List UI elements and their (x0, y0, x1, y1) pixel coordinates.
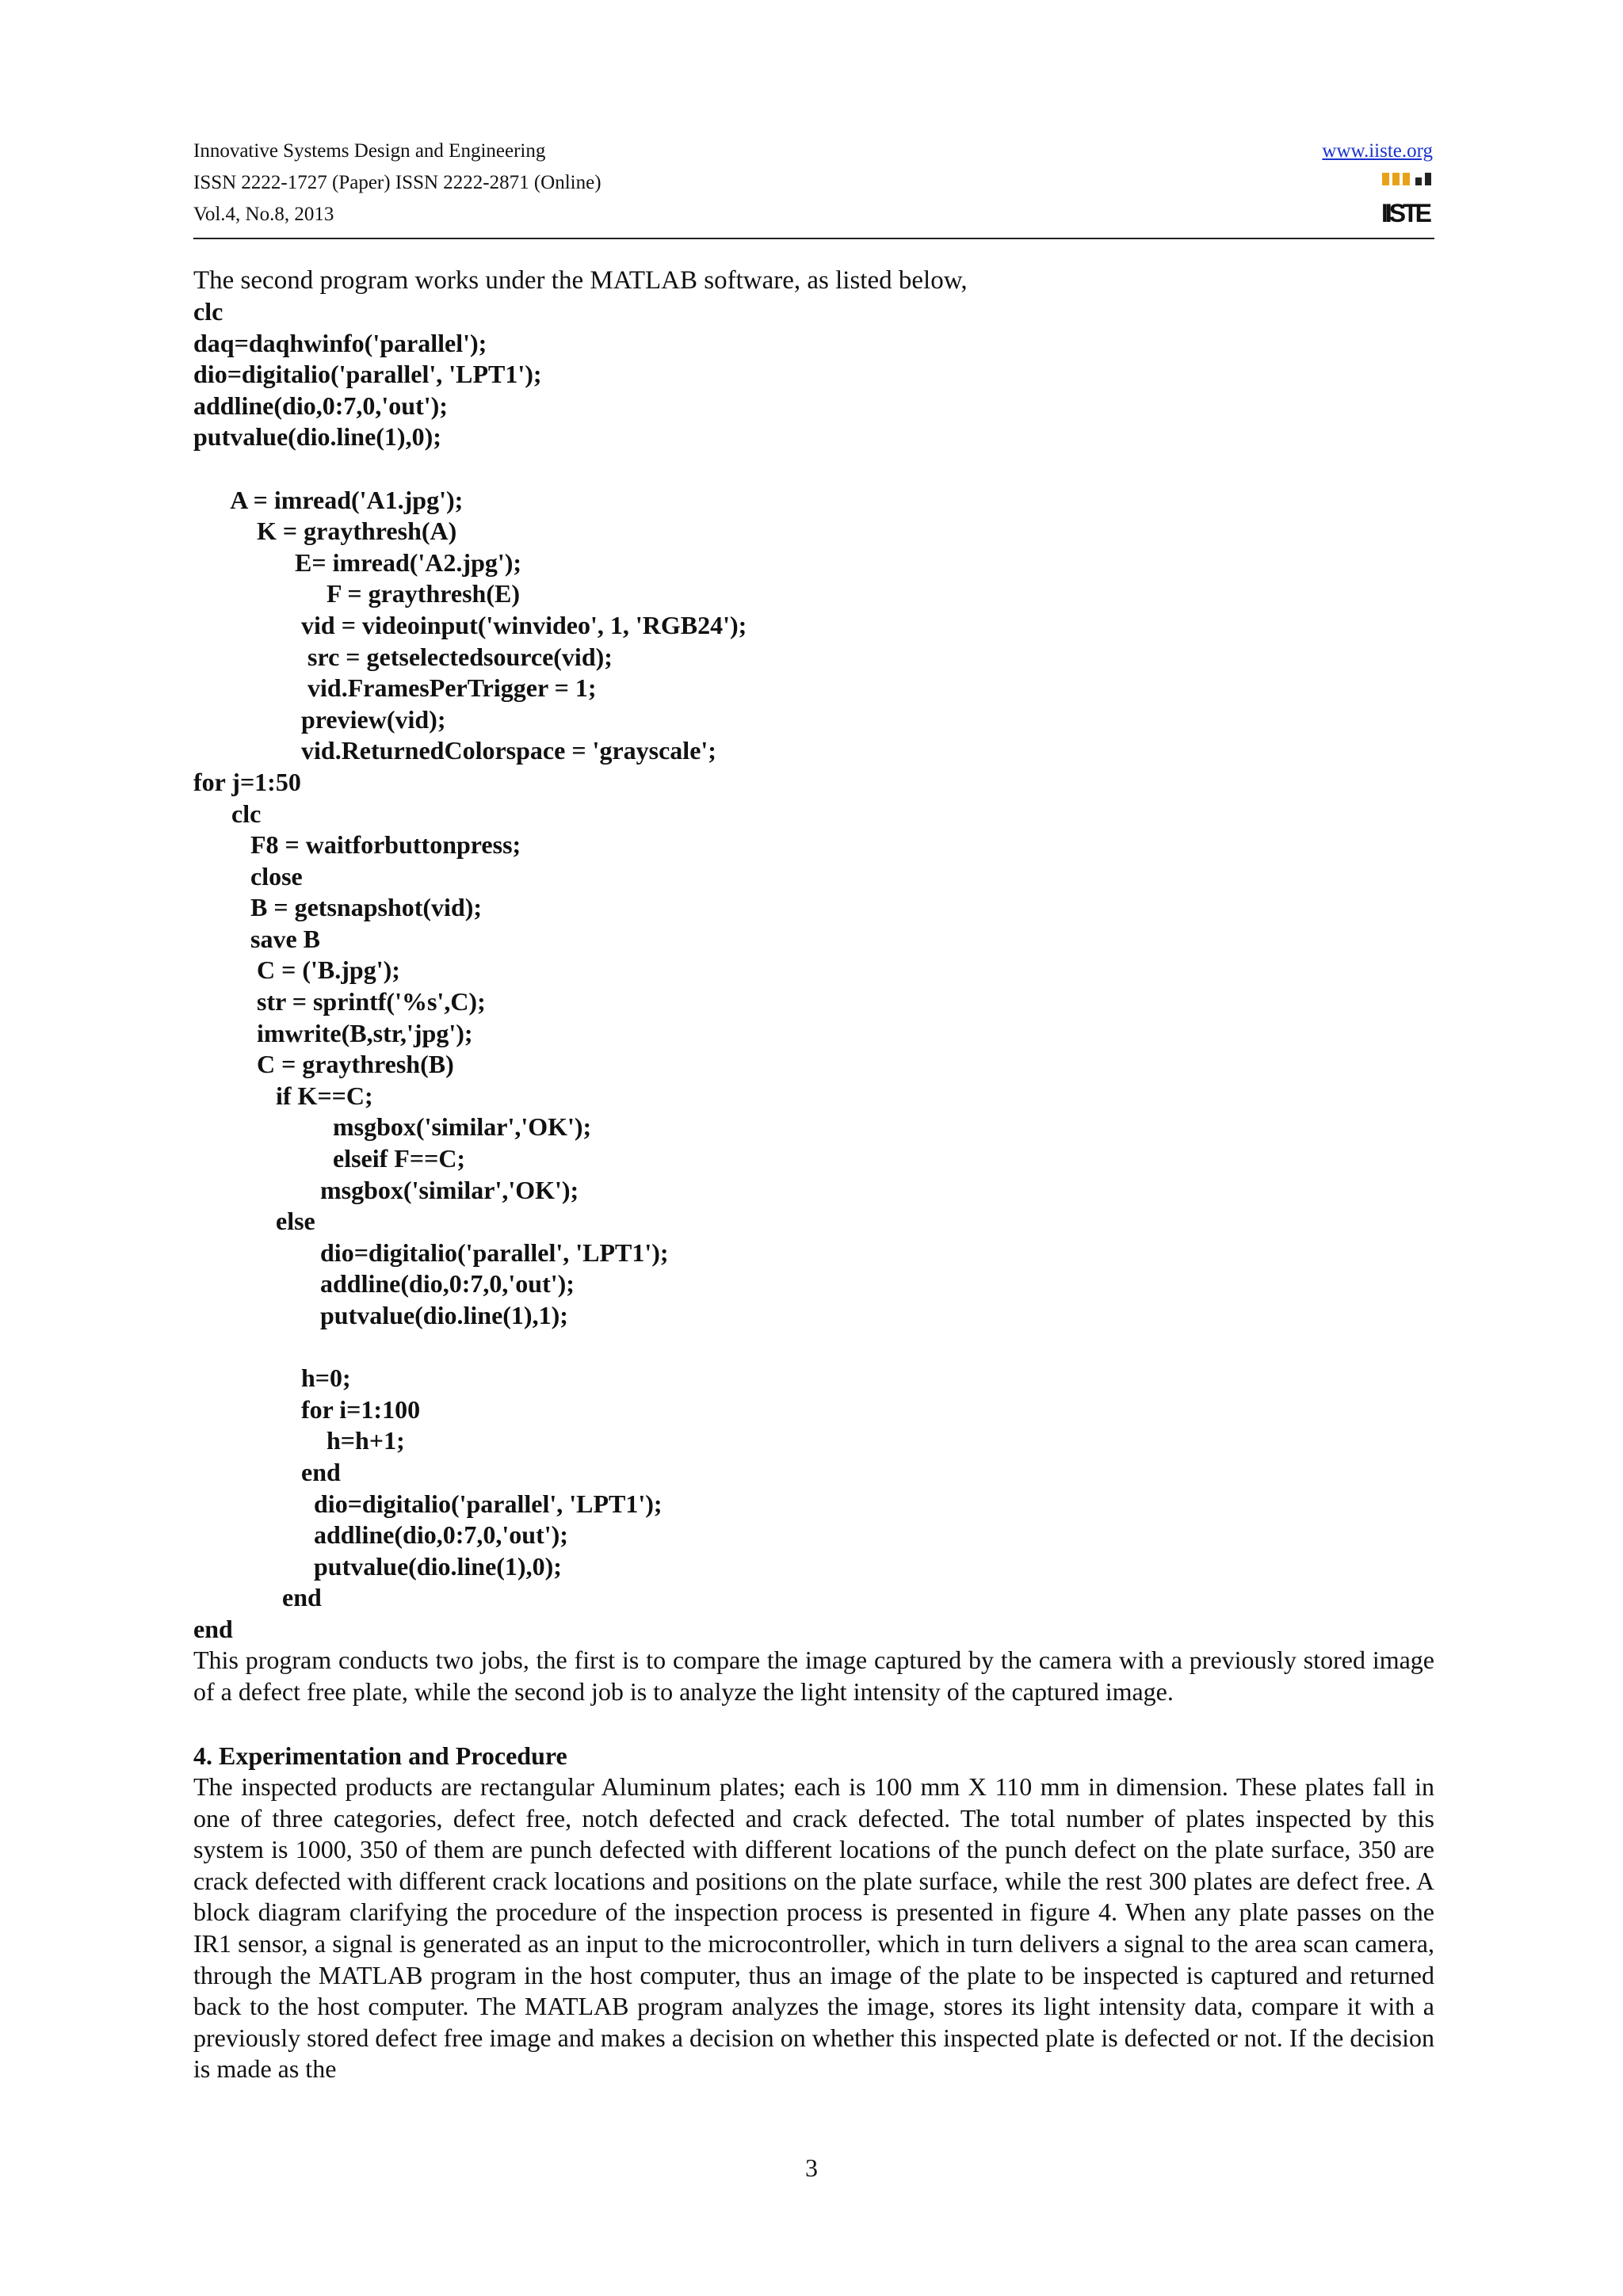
summary-paragraph: This program conducts two jobs, the first is to compare the image captured by the camera with a previously stored image of a defect free plate, while the second job is to analyze the light intensity of the captured image. (193, 1646, 1434, 1706)
matlab-code-listing: clc daq=daqhwinfo('parallel'); dio=digitalio('parallel', 'LPT1'); addline(dio,0:7,0,'out'); putvalue(dio.line(1),0); A = imread('A1.jpg'); K = graythresh(A) E= imread('A2.jpg'); F = graythresh(E) vid = videoinput('winvideo', 1, 'RGB24'); src = getselectedsource(vid); vid.FramesPerTrigger = 1; preview(vid); vid.ReturnedColorspace = 'grayscale'; for j=1:50 clc F8 = waitforbuttonpress; close B = getsnapshot(vid); save B C = ('B.jpg'); str = sprintf('%s',C); imwrite(B,str,'jpg'); C = graythresh(B) if K==C; msgbox('similar','OK'); elseif F==C; msgbox('similar','OK'); else dio=digitalio('parallel', 'LPT1'); addline(dio,0:7,0,'out'); putvalue(dio.line(1),1); h=0; for i=1:100 h=h+1; end dio=digitalio('parallel', 'LPT1'); addline(dio,0:7,0,'out'); putvalue(dio.line(1),0); end end (193, 297, 747, 1643)
iiste-logo-icon (1379, 170, 1434, 228)
section-heading: 4. Experimentation and Procedure (193, 1741, 567, 1770)
journal-title: Innovative Systems Design and Engineering (193, 140, 546, 162)
volume-line: Vol.4, No.8, 2013 (193, 204, 334, 225)
page-number: 3 (805, 2153, 818, 2182)
issn-line: ISSN 2222-1727 (Paper) ISSN 2222-2871 (Online) (193, 172, 601, 193)
website-link[interactable]: www.iiste.org (1322, 140, 1433, 162)
logo-lettering: IISTE (1381, 199, 1432, 227)
header-rule (193, 238, 1434, 239)
section-paragraph: The inspected products are rectangular Aluminum plates; each is 100 mm X 110 mm in dimension. These plates fall in one of three categories, defect free, notch defected and crack defected. The total number of plates inspected by this system is 1000, 350 of them are punch defected with different locations of the punch defect on the plate surface, 350 are crack defected with different crack locations and positions on the plate surface, while the rest 300 plates are defect free. A block diagram clarifying the procedure of the inspection process is presented in figure 4. When any plate passes on the IR1 sensor, a signal is generated as an input to the microcontroller, which in turn delivers a signal to the area scan camera, through the MATLAB program in the host computer, thus an image of the plate to be inspected is captured and returned back to the host computer. The MATLAB program analyzes the image, stores its light intensity data, compare it with a previously stored defect free image and makes a decision on whether this inspected plate is defected or not. If the decision is made as the (193, 1772, 1434, 2084)
intro-sentence: The second program works under the MATLAB software, as listed below, (193, 266, 968, 295)
